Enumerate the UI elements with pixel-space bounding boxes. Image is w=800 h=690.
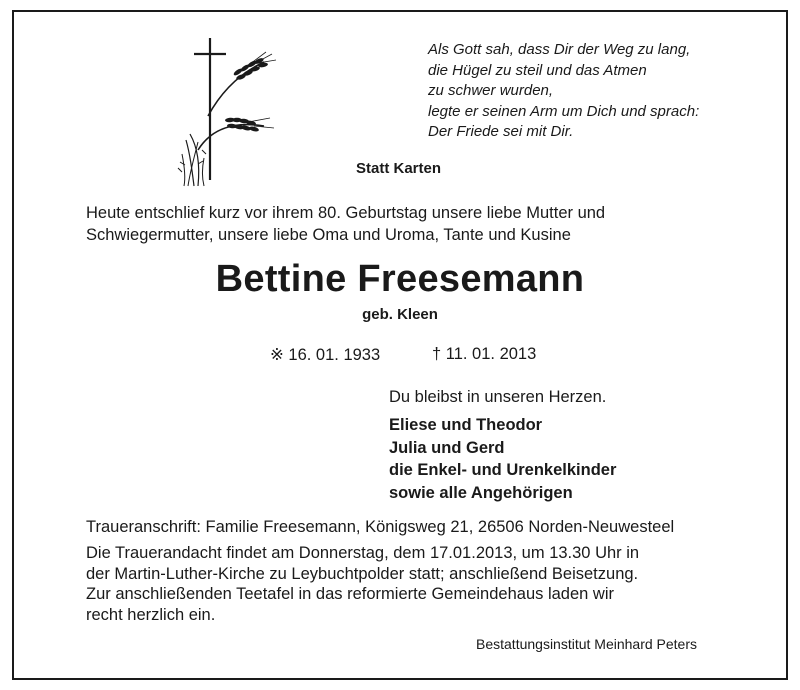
mourner-item: Julia und Gerd bbox=[389, 438, 505, 457]
mourner-item: die Enkel- und Urenkelkinder bbox=[389, 461, 617, 479]
service-line: Zur anschließenden Teetafel in das reformierte Gemeindehaus laden wir bbox=[86, 585, 614, 603]
death-date: † 11. 01. 2013 bbox=[432, 345, 537, 363]
undertaker-name: Bestattungsinstitut Meinhard Peters bbox=[476, 636, 698, 652]
cross-with-wheat-icon bbox=[168, 30, 278, 190]
birth-name: geb. Kleen bbox=[362, 306, 438, 323]
birth-date: ※ 16. 01. 1933 bbox=[270, 346, 381, 364]
mourning-address: Traueranschrift: Familie Freesemann, Königsweg 21, 26506 Norden-Neuwesteel bbox=[86, 518, 675, 536]
service-line: der Martin-Luther-Kirche zu Leybuchtpolder statt; anschließend Beisetzung. bbox=[86, 564, 639, 583]
intro-line: Schwiegermutter, unsere liebe Oma und Uroma, Tante und Kusine bbox=[86, 226, 571, 244]
mourners-list bbox=[389, 414, 616, 504]
service-info bbox=[86, 543, 639, 625]
intro-text bbox=[86, 202, 605, 246]
intro-line: Heute entschlief kurz vor ihrem 80. Geburtstag unsere liebe Mutter und bbox=[86, 204, 606, 222]
poem-line: legte er seinen Arm um Dich und sprach: bbox=[428, 102, 700, 120]
deceased-name: Bettine Freesemann bbox=[215, 258, 585, 300]
poem-line: die Hügel zu steil und das Atmen bbox=[428, 61, 647, 79]
mourner-item: sowie alle Angehörigen bbox=[389, 483, 573, 502]
memorial-quote: Du bleibst in unseren Herzen. bbox=[389, 388, 607, 406]
statt-karten-label: Statt Karten bbox=[356, 160, 442, 177]
poem-line: zu schwer wurden, bbox=[428, 82, 554, 99]
poem-line: Als Gott sah, dass Dir der Weg zu lang, bbox=[428, 41, 691, 58]
poem-line: Der Friede sei mit Dir. bbox=[428, 123, 574, 140]
mourner-item: Eliese und Theodor bbox=[389, 416, 543, 434]
service-line: Die Trauerandacht findet am Donnerstag, dem 17.01.2013, um 13.30 Uhr in bbox=[86, 544, 640, 562]
service-line: recht herzlich ein. bbox=[86, 605, 216, 624]
poem bbox=[428, 40, 699, 143]
